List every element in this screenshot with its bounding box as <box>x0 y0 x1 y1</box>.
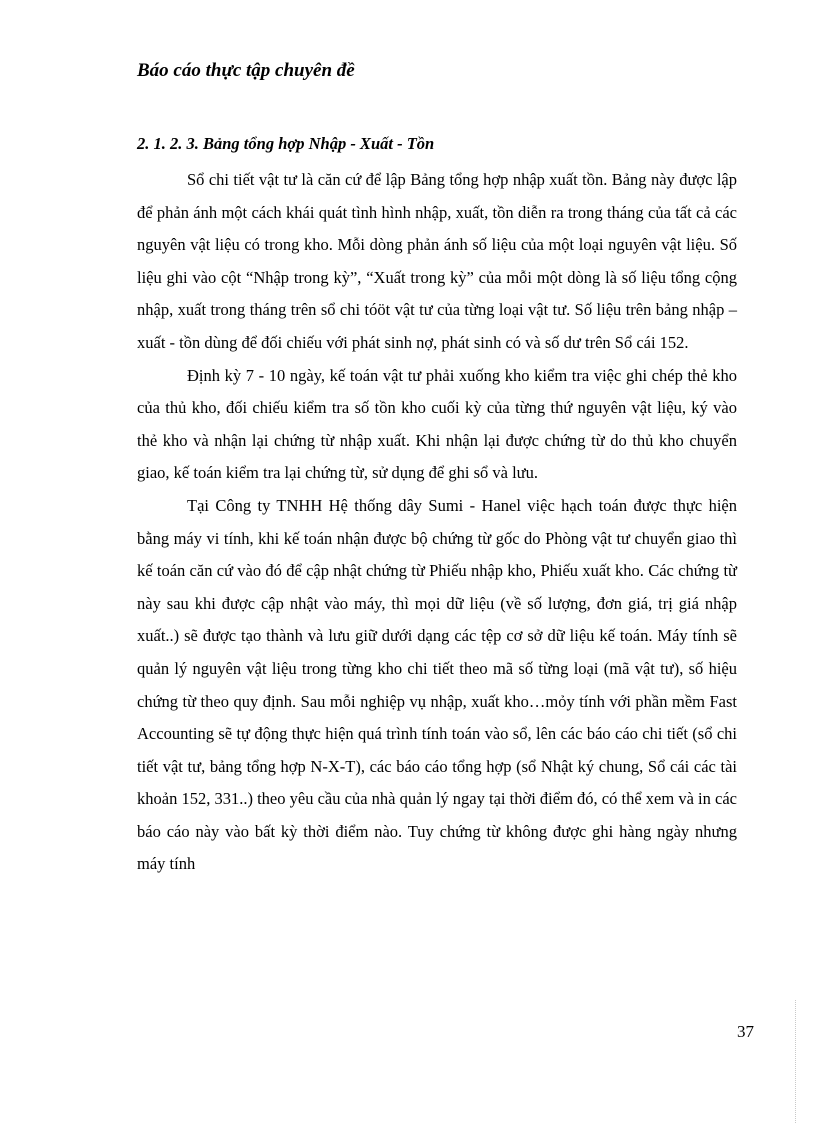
report-header-title: Báo cáo thực tập chuyên đề <box>137 60 355 81</box>
page-number: 37 <box>737 1022 754 1041</box>
paragraph: Định kỳ 7 - 10 ngày, kế toán vật tư phải xuống kho kiểm tra việc ghi chép thẻ kho của thủ kho, đối chiếu kiểm tra số tồn kho cuối kỳ của từng thứ nguyên vật liệu, ký vào thẻ kho và nhận lại chứng từ nhập xuất. Khi nhận lại được chứng từ do thủ kho chuyển giao, kế toán kiểm tra lại chứng từ, sử dụng để ghi sổ và lưu. <box>137 365 737 483</box>
body-text <box>137 164 737 881</box>
paragraph: Sổ chi tiết vật tư là căn cứ để lập Bảng tổng hợp nhập xuất tồn. Bảng này được lập để phản ánh một cách khái quát tình hình nhập, xuất, tồn diễn ra trong tháng của tất cả các nguyên vật liệu có trong kho. Mỗi dòng phản ánh số liệu của một loại nguyên vật liệu. Số liệu ghi vào cột “Nhập trong kỳ”, “Xuất trong kỳ” của mỗi một dòng là số liệu tổng cộng nhập, xuất trong tháng trên sổ chi tóöt vật tư của từng loại vật tư. Số liệu trên bảng nhập – xuất - tồn dùng để đối chiếu với phát sinh nợ, phát sinh có và số dư trên Sổ cái 152. <box>137 170 737 352</box>
section-heading: 2. 1. 2. 3. Bảng tổng hợp Nhập - Xuất - Tồn <box>137 134 435 153</box>
page-edge-line <box>795 1000 797 1123</box>
paragraph: Tại Công ty TNHH Hệ thống dây Sumi - Hanel việc hạch toán được thực hiện bằng máy vi tính, khi kế toán nhận được bộ chứng từ gốc do Phòng vật tư chuyển giao thì kế toán căn cứ vào đó để cập nhật chứng từ Phiếu nhập kho, Phiếu xuất kho. Các chứng từ này sau khi được cập nhật vào máy, thì mọi dữ liệu (về số lượng, đơn giá, trị giá nhập xuất..) sẽ được tạo thành và lưu giữ dưới dạng các tệp cơ sở dữ liệu kế toán. Máy tính sẽ quản lý nguyên vật liệu trong từng kho chi tiết theo mã số từng loại (mã vật tư), số hiệu chứng từ theo quy định. Sau mỗi nghiệp vụ nhập, xuất kho…mỏy tính với phần mềm Fast Accounting sẽ tự động thực hiện quá trình tính toán vào sổ, lên các báo cáo chi tiết (sổ chi tiết vật tư, bảng tổng hợp N-X-T), các báo cáo tổng hợp (sổ Nhật ký chung, Sổ cái các tài khoản 152, 331..) theo yêu cầu của nhà quản lý ngay tại thời điểm đó, có thể xem và in các báo cáo này vào bất kỳ thời điểm nào. Tuy chứng từ không được ghi hàng ngày nhưng máy tính <box>137 495 737 874</box>
